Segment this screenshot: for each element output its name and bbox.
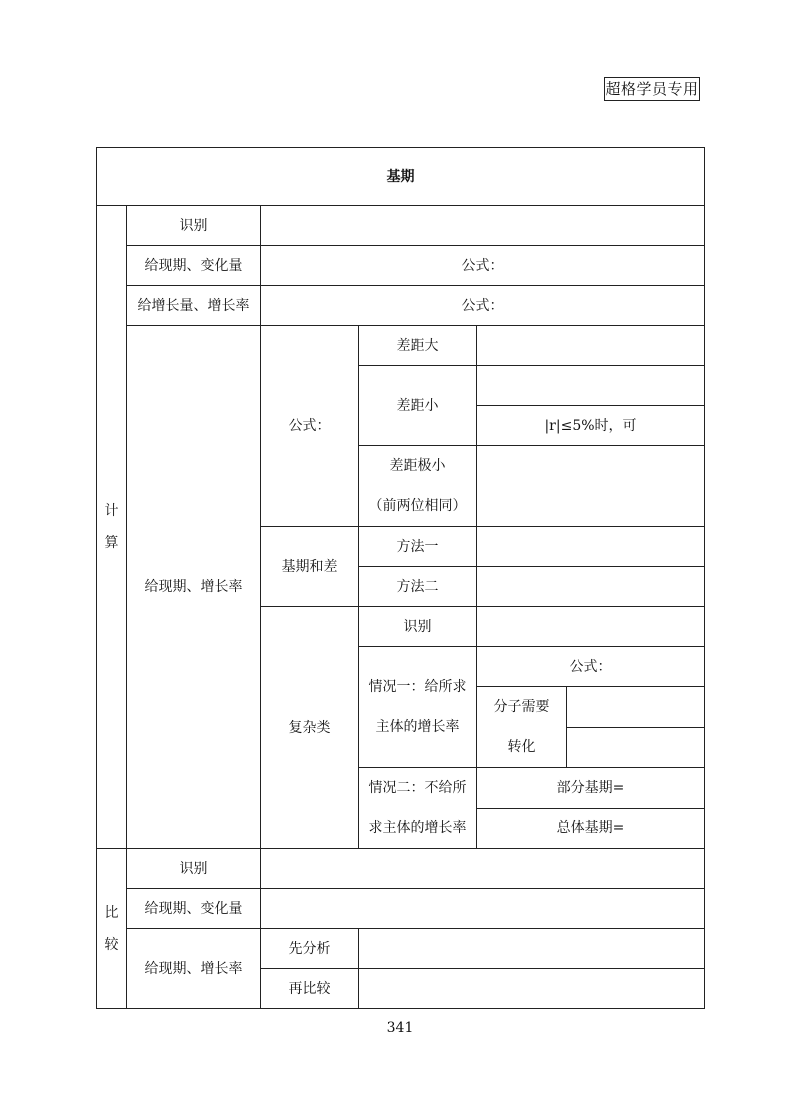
- compare-given-current-growth-label: 给现期、增长率: [127, 929, 261, 1009]
- calc-given-growth-rate-label: 给增长量、增长率: [127, 286, 261, 326]
- gap-large-cell: [477, 326, 705, 366]
- gap-small-note: |r|≤5%时，可: [477, 406, 705, 446]
- exclusive-badge: 超格学员专用: [604, 77, 700, 101]
- total-base-cell: 总体基期=: [477, 808, 705, 849]
- case1-label: 情况一：给所求 主体的增长率: [359, 647, 477, 768]
- calc-identify-cell: [261, 206, 705, 246]
- page-number: 341: [386, 1020, 414, 1036]
- complex-identify-label: 识别: [359, 607, 477, 647]
- gap-large-label: 差距大: [359, 326, 477, 366]
- complex-label: 复杂类: [261, 607, 359, 849]
- method-2-cell: [477, 567, 705, 607]
- calc-formula-label: 公式：: [261, 326, 359, 527]
- complex-identify-cell: [477, 607, 705, 647]
- section-label-compare: 比 较: [97, 849, 127, 1009]
- case1-formula: 公式：: [477, 647, 705, 687]
- case2-label: 情况二：不给所 求主体的增长率: [359, 768, 477, 849]
- then-compare-cell: [359, 969, 705, 1009]
- gap-small-label: 差距小: [359, 366, 477, 446]
- numerator-transform-label: 分子需要 转化: [477, 687, 567, 768]
- compare-identify-label: 识别: [127, 849, 261, 889]
- gap-tiny-label: 差距极小 （前两位相同）: [359, 446, 477, 527]
- compare-given-current-change-label: 给现期、变化量: [127, 889, 261, 929]
- method-1-cell: [477, 527, 705, 567]
- then-compare-label: 再比较: [261, 969, 359, 1009]
- compare-given-current-change-cell: [261, 889, 705, 929]
- method-1-label: 方法一: [359, 527, 477, 567]
- calc-identify-label: 识别: [127, 206, 261, 246]
- calc-given-current-change-formula: 公式：: [261, 246, 705, 286]
- gap-tiny-cell: [477, 446, 705, 527]
- numerator-transform-cell-2: [567, 727, 705, 768]
- analyze-first-cell: [359, 929, 705, 969]
- analyze-first-label: 先分析: [261, 929, 359, 969]
- table-title: 基期: [97, 148, 705, 206]
- partial-base-cell: 部分基期=: [477, 768, 705, 809]
- calc-given-current-growth-label: 给现期、增长率: [127, 326, 261, 849]
- compare-identify-cell: [261, 849, 705, 889]
- numerator-transform-cell-1: [567, 687, 705, 728]
- calc-given-growth-rate-formula: 公式：: [261, 286, 705, 326]
- calc-given-current-change-label: 给现期、变化量: [127, 246, 261, 286]
- gap-small-cell: [477, 366, 705, 406]
- base-sum-diff-label: 基期和差: [261, 527, 359, 607]
- method-2-label: 方法二: [359, 567, 477, 607]
- base-period-table: [96, 147, 705, 1009]
- section-label-calc: 计 算: [97, 206, 127, 849]
